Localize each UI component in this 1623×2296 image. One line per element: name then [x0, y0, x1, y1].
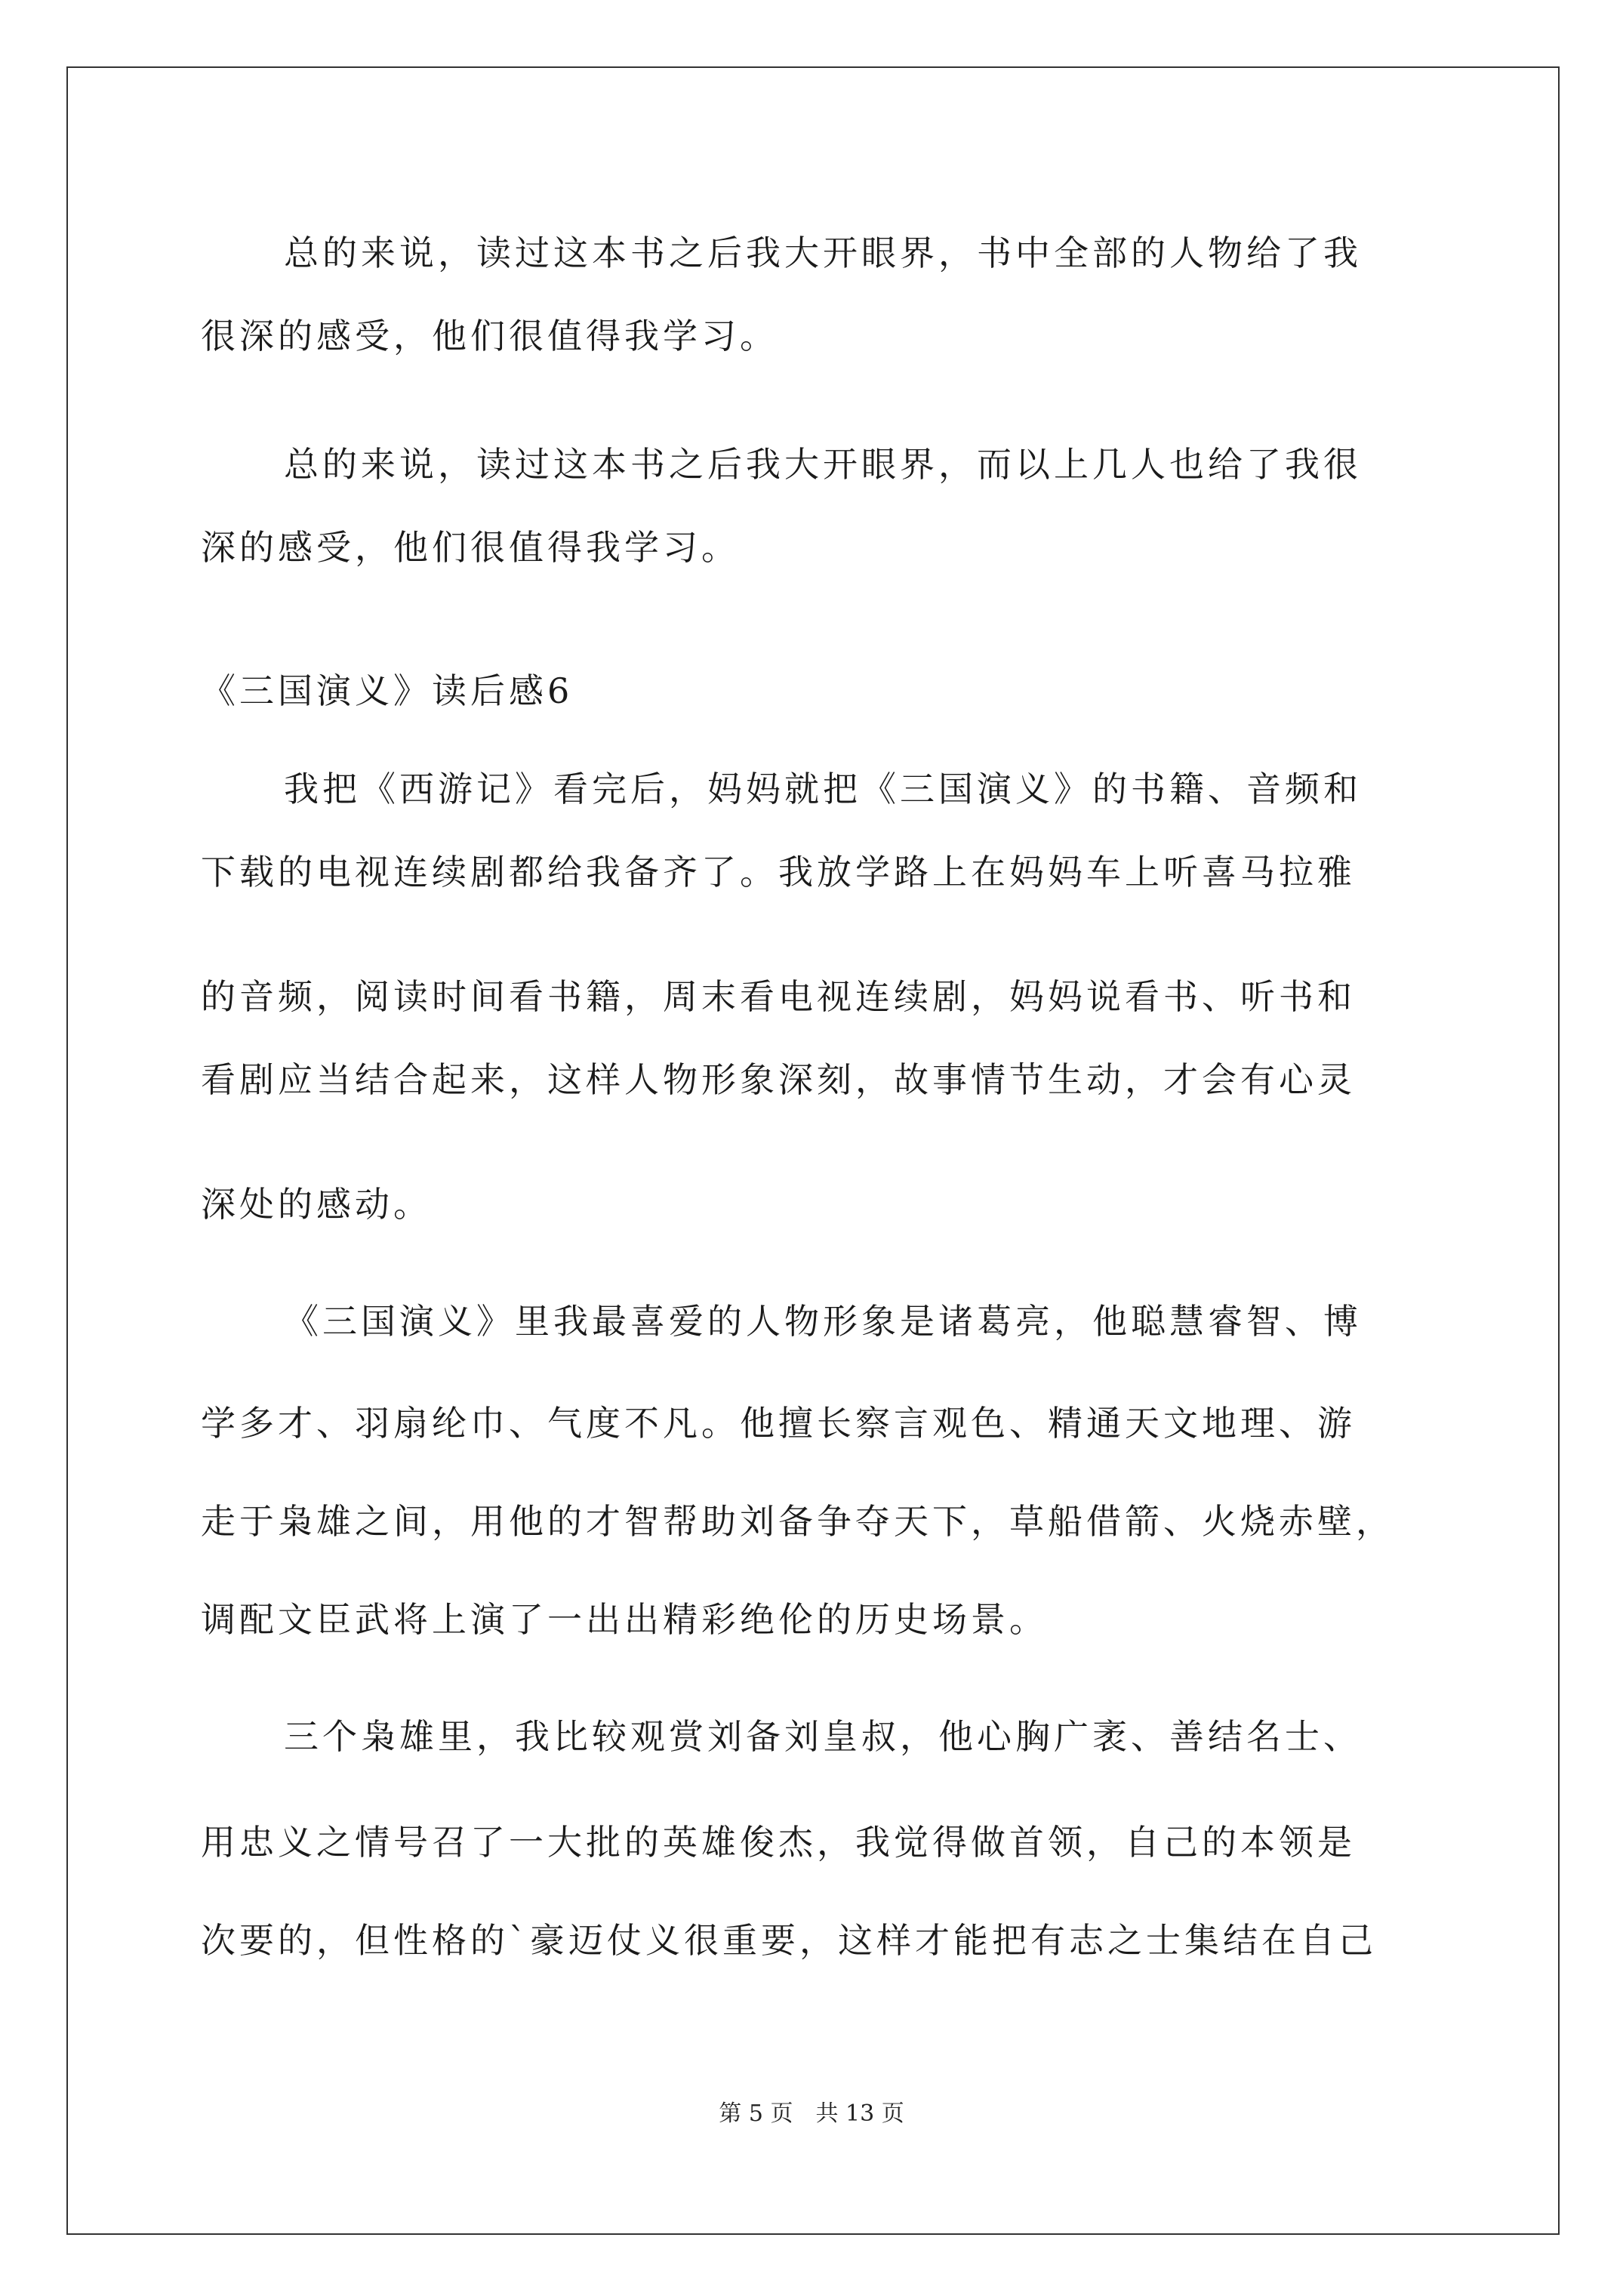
- page-border: [66, 66, 1560, 2235]
- paragraph-line: 深处的感动。: [201, 1184, 432, 1225]
- paragraph-line: 我把《西游记》看完后，妈妈就把《三国演义》的书籍、音频和: [284, 769, 1362, 809]
- paragraph-line: 次要的，但性格的`豪迈仗义很重要，这样才能把有志之士集结在自己: [201, 1920, 1377, 1961]
- paragraph-line: 走于枭雄之间，用他的才智帮助刘备争夺天下，草船借箭、火烧赤壁，: [201, 1501, 1394, 1542]
- paragraph-line: 总的来说，读过这本书之后我大开眼界，书中全部的人物给了我: [284, 233, 1362, 273]
- paragraph-line: 用忠义之情号召了一大批的英雄俊杰，我觉得做首领，自己的本领是: [201, 1822, 1356, 1863]
- page-footer: 第 5 页 共 13 页: [719, 2100, 904, 2127]
- paragraph-line: 看剧应当结合起来，这样人物形象深刻，故事情节生动，才会有心灵: [201, 1059, 1356, 1100]
- section-heading: 《三国演义》读后感6: [201, 670, 574, 711]
- paragraph-line: 下载的电视连续剧都给我备齐了。我放学路上在妈妈车上听喜马拉雅: [201, 852, 1356, 892]
- paragraph-line: 《三国演义》里我最喜爱的人物形象是诸葛亮，他聪慧睿智、博: [284, 1301, 1362, 1342]
- paragraph-line: 调配文臣武将上演了一出出精彩绝伦的历史场景。: [201, 1599, 1048, 1640]
- paragraph-line: 的音频，阅读时间看书籍，周末看电视连续剧，妈妈说看书、听书和: [201, 976, 1356, 1017]
- paragraph-line: 学多才、羽扇纶巾、气度不凡。他擅长察言观色、精通天文地理、游: [201, 1403, 1356, 1444]
- paragraph-line: 总的来说，读过这本书之后我大开眼界，而以上几人也给了我很: [284, 444, 1362, 485]
- paragraph-line: 三个枭雄里，我比较观赏刘备刘皇叔，他心胸广袤、善结名士、: [284, 1716, 1362, 1757]
- paragraph-line: 很深的感受，他们很值得我学习。: [201, 316, 778, 356]
- paragraph-line: 深的感受，他们很值得我学习。: [201, 527, 740, 568]
